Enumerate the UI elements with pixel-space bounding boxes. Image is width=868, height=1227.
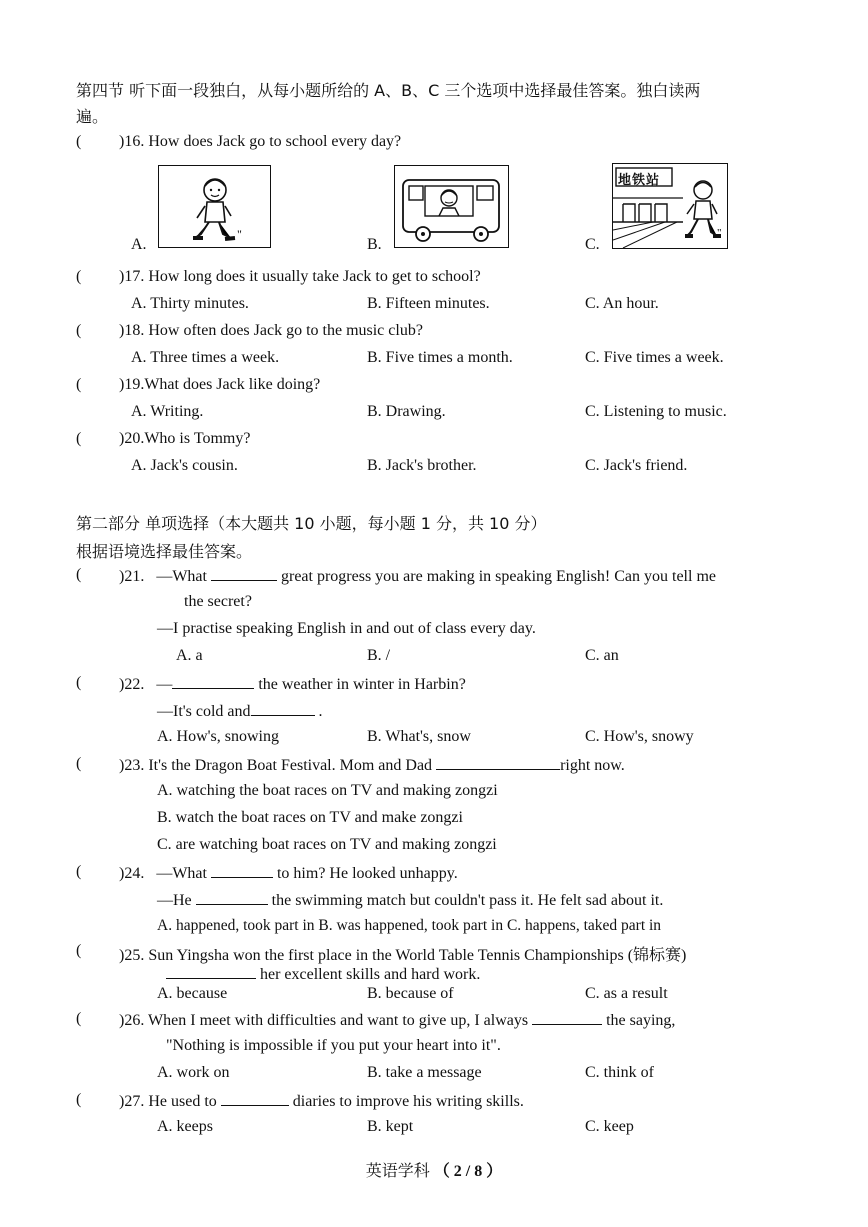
q26-text-pre: )26. When I meet with difficulties and want to give up, I always xyxy=(119,1012,529,1029)
answer-paren[interactable]: ( xyxy=(76,1010,82,1027)
q26-blank[interactable] xyxy=(532,1010,602,1025)
q22-option-b[interactable]: B. What's, snow xyxy=(367,728,471,745)
question-17: )17. How long does it usually take Jack to get to school? xyxy=(119,268,481,285)
answer-paren[interactable]: ( xyxy=(76,942,82,959)
question-21-line1 xyxy=(119,566,716,586)
q18-option-b[interactable]: B. Five times a month. xyxy=(367,349,513,366)
q19-option-b[interactable]: B. Drawing. xyxy=(367,403,446,420)
answer-paren[interactable]: ( xyxy=(76,133,82,150)
q25-option-a[interactable]: A. because xyxy=(157,985,228,1002)
q22-line2-post: . xyxy=(318,703,323,720)
subway-sign-text: 地铁站 xyxy=(618,173,661,188)
q27-option-c[interactable]: C. keep xyxy=(585,1118,634,1135)
footer-subject: 英语学科 xyxy=(365,1163,430,1180)
svg-text:": " xyxy=(717,227,722,239)
q21-option-b[interactable]: B. / xyxy=(367,647,391,664)
q17-option-a[interactable]: A. Thirty minutes. xyxy=(131,295,249,312)
question-16: )16. How does Jack go to school every day? xyxy=(119,133,402,150)
question-27 xyxy=(119,1091,524,1111)
section4-title-line1: 第四节 听下面一段独白，从每小题所给的 A、B、C 三个选项中选择最佳答案。独白读两 xyxy=(76,81,701,100)
q18-option-c[interactable]: C. Five times a week. xyxy=(585,349,724,366)
question-26-line1 xyxy=(119,1010,675,1030)
part2-instruction: 根据语境选择最佳答案。 xyxy=(76,542,253,561)
q22-line2-pre: —It's cold and xyxy=(157,703,251,720)
q22-option-c[interactable]: C. How's, snowy xyxy=(585,728,694,745)
q22-option-a[interactable]: A. How's, snowing xyxy=(157,728,279,745)
answer-paren[interactable]: ( xyxy=(76,566,82,583)
q21-text-pre: —What xyxy=(156,568,207,585)
q16-option-a[interactable]: A. xyxy=(131,236,147,253)
q22-text-post: the weather in winter in Harbin? xyxy=(258,676,466,693)
q24-blank-1[interactable] xyxy=(211,863,273,878)
q20-option-c[interactable]: C. Jack's friend. xyxy=(585,457,688,474)
q23-option-b[interactable]: B. watch the boat races on TV and make zongzi xyxy=(157,809,463,826)
q26-option-b[interactable]: B. take a message xyxy=(367,1064,482,1081)
q24-number: )24. xyxy=(119,865,145,882)
q27-blank[interactable] xyxy=(221,1091,289,1106)
question-23 xyxy=(119,755,625,775)
subway-station-icon xyxy=(612,163,728,249)
q23-option-c[interactable]: C. are watching boat races on TV and making zongzi xyxy=(157,836,497,853)
q24-blank-2[interactable] xyxy=(196,890,268,905)
q20-option-a[interactable]: A. Jack's cousin. xyxy=(131,457,238,474)
q16-option-c[interactable]: C. xyxy=(585,236,600,253)
q24-text-post: to him? He looked unhappy. xyxy=(276,865,458,882)
q27-text-pre: )27. He used to xyxy=(119,1093,217,1110)
question-19: )19.What does Jack like doing? xyxy=(119,376,321,393)
footer-page-number: （ 2 / 8 ） xyxy=(433,1163,503,1180)
question-26-line2: "Nothing is impossible if you put your heart into it". xyxy=(166,1037,501,1054)
q19-option-c[interactable]: C. Listening to music. xyxy=(585,403,727,420)
question-20: )20.Who is Tommy? xyxy=(119,430,251,447)
q27-option-a[interactable]: A. keeps xyxy=(157,1118,213,1135)
q23-blank[interactable] xyxy=(436,755,560,770)
q19-option-a[interactable]: A. Writing. xyxy=(131,403,204,420)
q18-option-a[interactable]: A. Three times a week. xyxy=(131,349,280,366)
question-25-line2 xyxy=(166,964,480,984)
q22-text-pre: — xyxy=(156,676,173,693)
q25-line2-text: her excellent skills and hard work. xyxy=(260,966,481,983)
answer-paren[interactable]: ( xyxy=(76,863,82,880)
q17-option-c[interactable]: C. An hour. xyxy=(585,295,659,312)
page-footer xyxy=(0,1158,868,1181)
q16-option-b[interactable]: B. xyxy=(367,236,382,253)
q21-blank[interactable] xyxy=(211,566,277,581)
bus-icon xyxy=(394,165,509,248)
q22-number: )22. xyxy=(119,676,145,693)
question-24-line2 xyxy=(157,890,663,910)
answer-paren[interactable]: ( xyxy=(76,268,82,285)
question-22-line1 xyxy=(119,674,466,694)
q22-blank-2[interactable] xyxy=(251,701,315,716)
question-25-line1: )25. Sun Yingsha won the first place in the World Table Tennis Championships (锦标赛) xyxy=(119,947,687,964)
answer-paren[interactable]: ( xyxy=(76,674,82,691)
q24-line2-pre: —He xyxy=(157,892,192,909)
section4-title-line2: 遍。 xyxy=(76,107,109,126)
q25-blank[interactable] xyxy=(166,964,256,979)
part2-title: 第二部分 单项选择（本大题共 10 小题，每小题 1 分，共 10 分） xyxy=(76,514,547,533)
q23-option-a[interactable]: A. watching the boat races on TV and making zongzi xyxy=(157,782,498,799)
q17-option-b[interactable]: B. Fifteen minutes. xyxy=(367,295,490,312)
q21-option-a[interactable]: A. a xyxy=(176,647,203,664)
q24-text-pre: —What xyxy=(156,865,207,882)
q24-options[interactable]: A. happened, took part in B. was happened, took part in C. happens, taked part in xyxy=(157,917,662,934)
q25-option-c[interactable]: C. as a result xyxy=(585,985,668,1002)
answer-paren[interactable]: ( xyxy=(76,430,82,447)
svg-text:": " xyxy=(237,227,242,241)
answer-paren[interactable]: ( xyxy=(76,755,82,772)
q26-option-c[interactable]: C. think of xyxy=(585,1064,654,1081)
walking-boy-icon xyxy=(158,165,271,248)
q23-text-post: right now. xyxy=(560,757,625,774)
question-22-line2 xyxy=(157,701,323,721)
q27-text-post: diaries to improve his writing skills. xyxy=(292,1093,524,1110)
q23-text-pre: )23. It's the Dragon Boat Festival. Mom and Dad xyxy=(119,757,433,774)
question-21-line3: —I practise speaking English in and out of class every day. xyxy=(157,620,536,637)
q21-option-c[interactable]: C. an xyxy=(585,647,619,664)
q21-number: )21. xyxy=(119,568,145,585)
q24-line2-post: the swimming match but couldn't pass it. He felt sad about it. xyxy=(271,892,664,909)
q27-option-b[interactable]: B. kept xyxy=(367,1118,414,1135)
answer-paren[interactable]: ( xyxy=(76,322,82,339)
question-21-line2: the secret? xyxy=(184,593,252,610)
question-24-line1 xyxy=(119,863,458,883)
answer-paren[interactable]: ( xyxy=(76,1091,82,1108)
q22-blank-1[interactable] xyxy=(172,674,254,689)
question-18: )18. How often does Jack go to the music club? xyxy=(119,322,423,339)
answer-paren[interactable]: ( xyxy=(76,376,82,393)
q26-text-post: the saying, xyxy=(606,1012,676,1029)
q21-text-post: great progress you are making in speaking English! Can you tell me xyxy=(280,568,716,585)
q26-option-a[interactable]: A. work on xyxy=(157,1064,230,1081)
q25-option-b[interactable]: B. because of xyxy=(367,985,454,1002)
q20-option-b[interactable]: B. Jack's brother. xyxy=(367,457,477,474)
